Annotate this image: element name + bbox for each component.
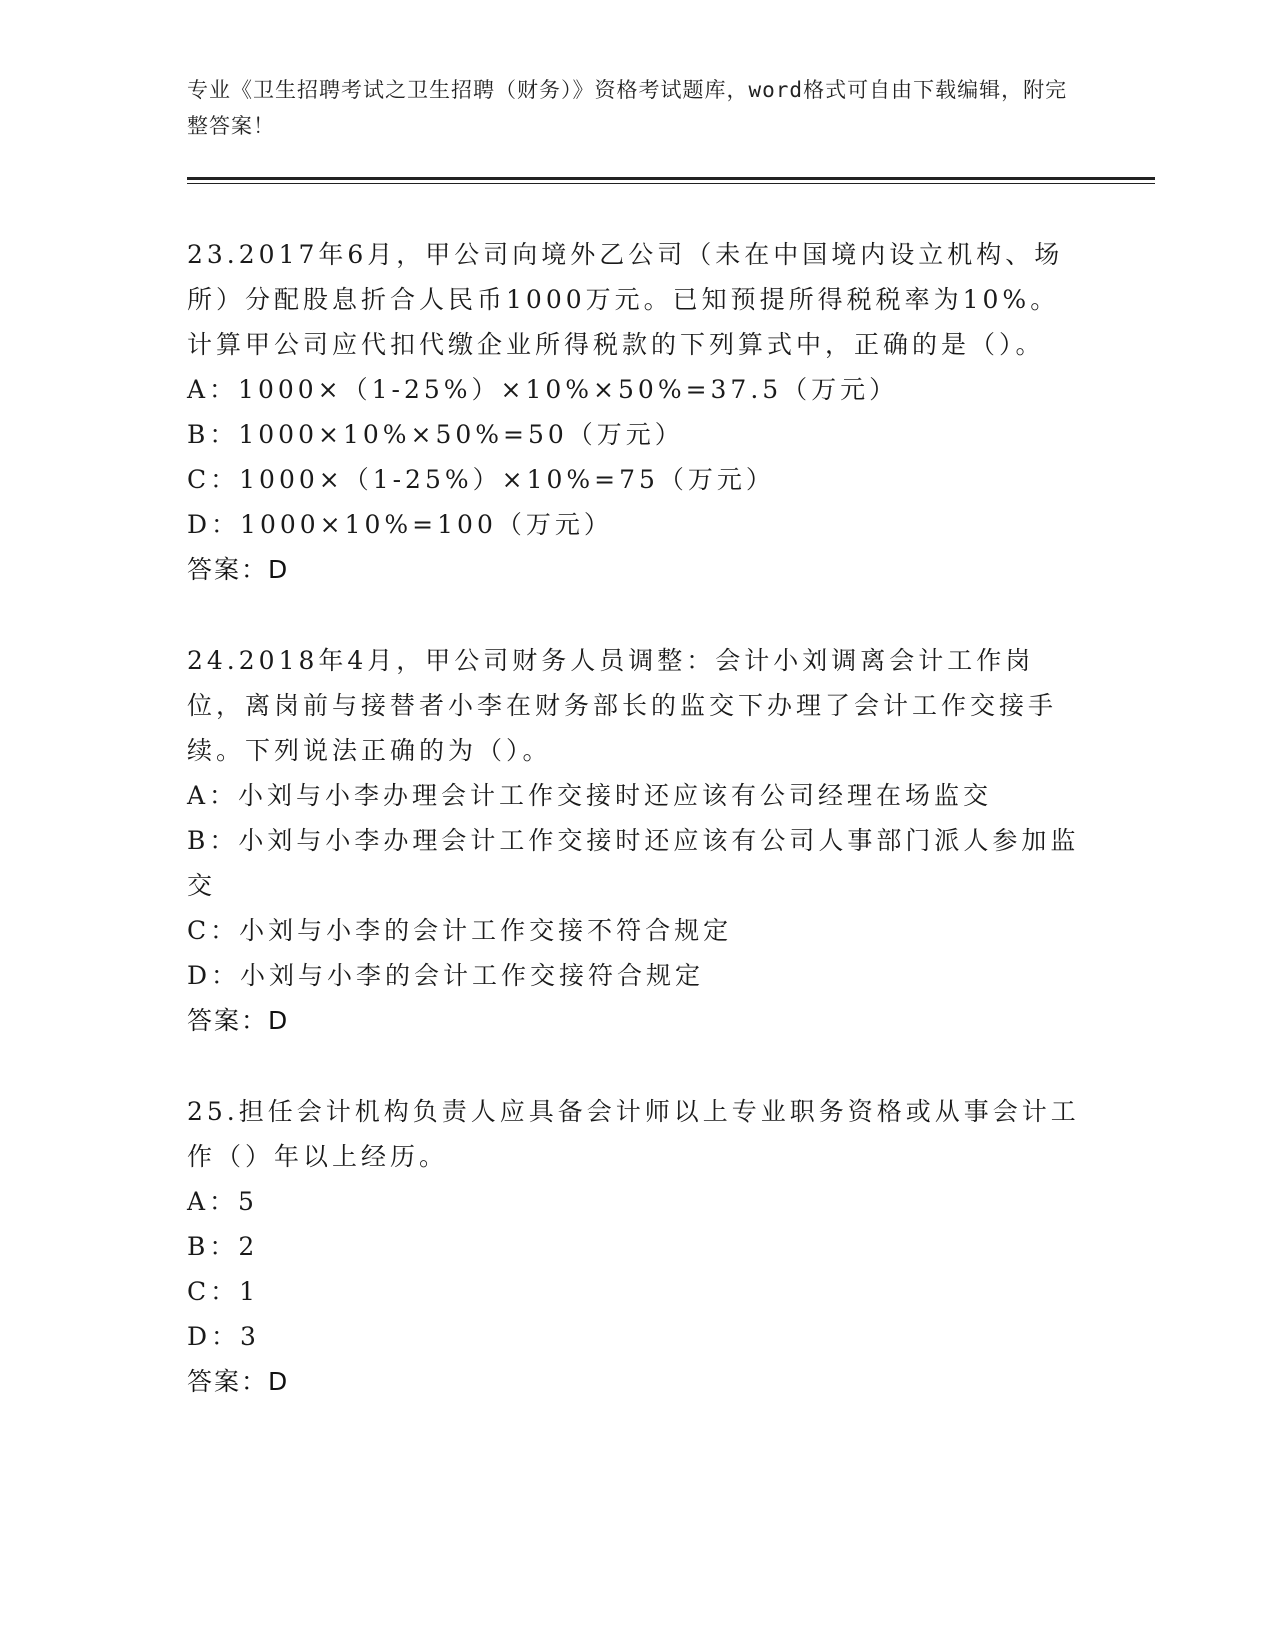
option-b: B：1000×10%×50%=50（万元） — [187, 420, 684, 449]
question-stem: 25.担任会计机构负责人应具备会计师以上专业职务资格或从事会计工作（）年以上经历。 — [187, 1097, 1080, 1171]
question-stem: 23.2017年6月，甲公司向境外乙公司（未在中国境内设立机构、场所）分配股息折合人民币1000万元。已知预提所得税税率为10%。计算甲公司应代扣代缴企业所得税款的下列算式中，正确的是（）。 — [187, 240, 1064, 359]
option-a: A：5 — [187, 1187, 258, 1216]
question-list — [187, 232, 1087, 1450]
header-divider-thick — [187, 177, 1155, 180]
answer-line: 答案：D — [187, 555, 290, 584]
document-header: 专业《卫生招聘考试之卫生招聘（财务）》资格考试题库，word格式可自由下载编辑，附完整答案！ — [187, 78, 1068, 138]
option-a: A：1000×（1-25%）×10%×50%=37.5（万元） — [187, 375, 899, 404]
option-d: D：小刘与小李的会计工作交接符合规定 — [187, 961, 705, 990]
header-divider-thin — [187, 183, 1155, 184]
option-d: D：3 — [187, 1322, 260, 1351]
question-25 — [187, 1089, 1087, 1404]
question-24 — [187, 638, 1087, 1043]
option-a: A：小刘与小李办理会计工作交接时还应该有公司经理在场监交 — [187, 781, 993, 810]
option-c: C：小刘与小李的会计工作交接不符合规定 — [187, 916, 733, 945]
option-c: C：1000×（1-25%）×10%=75（万元） — [187, 465, 775, 494]
answer-line: 答案：D — [187, 1006, 290, 1035]
question-stem: 24.2018年4月，甲公司财务人员调整：会计小刘调离会计工作岗位，离岗前与接替者小李在财务部长的监交下办理了会计工作交接手续。下列说法正确的为（）。 — [187, 646, 1058, 765]
option-b: B：小刘与小李办理会计工作交接时还应该有公司人事部门派人参加监交 — [187, 826, 1080, 900]
option-c: C：1 — [187, 1277, 260, 1306]
question-23 — [187, 232, 1087, 592]
option-d: D：1000×10%=100（万元） — [187, 510, 613, 539]
option-b: B：2 — [187, 1232, 259, 1261]
answer-line: 答案：D — [187, 1367, 290, 1396]
